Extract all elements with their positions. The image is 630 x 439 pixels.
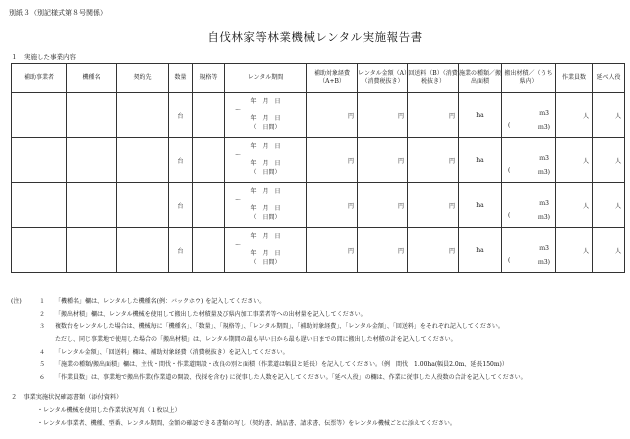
person-unit: 人 xyxy=(614,247,621,255)
volume-in-prefecture-unit: ｍ3) xyxy=(537,259,550,266)
note-item xyxy=(11,349,621,362)
period-cell[interactable] xyxy=(225,93,307,138)
area-unit: ha xyxy=(476,111,484,119)
transport-fee-cell[interactable] xyxy=(408,93,459,138)
volume-in-prefecture-unit: ｍ3) xyxy=(537,124,550,131)
volume-paren: ( xyxy=(508,257,511,264)
period-end: 年 月 日 xyxy=(250,115,281,122)
table-row xyxy=(12,183,625,228)
period-days: （ 日間） xyxy=(250,123,281,131)
yen-unit: 円 xyxy=(448,247,455,255)
person-unit: 人 xyxy=(614,202,621,210)
workers-cell[interactable] xyxy=(556,138,593,183)
work-area-cell[interactable] xyxy=(459,228,502,273)
rental-amount-cell[interactable] xyxy=(358,93,408,138)
eligible-cost-cell[interactable] xyxy=(307,183,358,228)
transport-fee-cell[interactable] xyxy=(408,228,459,273)
attachment-bullet: ・レンタル事業者、機種、型番、レンタル期間、金額の確認できる書類の写し（契約書、納品書、請求書、伝票等）をレンタル機械ごとに添えてください。 xyxy=(37,420,456,427)
person-unit: 人 xyxy=(582,202,589,210)
note-item xyxy=(11,311,621,324)
spec-cell[interactable] xyxy=(193,138,225,183)
man-days-cell[interactable] xyxy=(593,228,625,273)
contractor-cell[interactable] xyxy=(117,183,169,228)
transport-fee-cell[interactable] xyxy=(408,138,459,183)
page-title: 自伐林家等林業機械レンタル実施報告書 xyxy=(207,30,423,44)
person-unit: 人 xyxy=(582,112,589,120)
period-tilde: ～ xyxy=(235,151,242,159)
attachment-bullet: ・レンタル機械を使用した作業状況写真（１枚以上） xyxy=(37,407,181,414)
table-row xyxy=(12,228,625,273)
note-text: 「作業員数」は、事業地で搬出作業(作業道の開設、伐採を含む) に従事した人数を記入してください。「延べ人役」の欄は、作業に従事した人役数の合計を記入してください。 xyxy=(55,374,527,382)
yen-unit: 円 xyxy=(448,112,455,120)
model-cell[interactable] xyxy=(67,183,117,228)
note-number: ４ xyxy=(39,348,46,356)
grantee-cell[interactable] xyxy=(12,138,67,183)
period-end: 年 月 日 xyxy=(250,205,281,212)
col-header-quantity: 数量 xyxy=(169,64,193,93)
quantity-unit: 台 xyxy=(177,112,184,120)
note-text: 「レンタル金額」、「回送料」欄は、補助対象経費（消費税抜き）を記入してください。 xyxy=(55,348,289,356)
grantee-cell[interactable] xyxy=(12,183,67,228)
quantity-cell[interactable] xyxy=(169,138,193,183)
contractor-cell[interactable] xyxy=(117,138,169,183)
work-area-cell[interactable] xyxy=(459,93,502,138)
period-cell[interactable] xyxy=(225,138,307,183)
note-number: １ xyxy=(39,298,46,305)
contractor-cell[interactable] xyxy=(117,93,169,138)
yen-unit: 円 xyxy=(347,247,354,255)
note-number: ６ xyxy=(39,374,46,382)
volume-unit: ｍ3 xyxy=(539,155,549,162)
col-header-eligible-cost: 補助対象経費（A+B） xyxy=(307,64,358,93)
col-header-period: レンタル期間 xyxy=(225,64,307,93)
transport-fee-cell[interactable] xyxy=(408,183,459,228)
col-header-spec: 規格等 xyxy=(193,64,225,93)
area-unit: ha xyxy=(476,246,484,254)
volume-cell[interactable] xyxy=(502,228,556,273)
yen-unit: 円 xyxy=(448,157,455,165)
col-header-grantee: 補助事業者 xyxy=(12,64,67,93)
spec-cell[interactable] xyxy=(193,228,225,273)
note-item xyxy=(11,323,621,336)
man-days-cell[interactable] xyxy=(593,138,625,183)
area-unit: ha xyxy=(476,201,484,209)
volume-unit: ｍ3 xyxy=(539,245,549,252)
workers-cell[interactable] xyxy=(556,228,593,273)
period-days: （ 日間） xyxy=(250,258,281,266)
period-start: 年 月 日 xyxy=(250,143,281,150)
period-cell[interactable] xyxy=(225,183,307,228)
rental-amount-cell[interactable] xyxy=(358,228,408,273)
spec-cell[interactable] xyxy=(193,93,225,138)
quantity-cell[interactable] xyxy=(169,93,193,138)
model-cell[interactable] xyxy=(67,93,117,138)
note-item xyxy=(11,374,621,387)
man-days-cell[interactable] xyxy=(593,183,625,228)
work-area-cell[interactable] xyxy=(459,138,502,183)
table-row xyxy=(12,138,625,183)
rental-amount-cell[interactable] xyxy=(358,138,408,183)
period-start: 年 月 日 xyxy=(250,188,281,195)
period-cell[interactable] xyxy=(225,228,307,273)
eligible-cost-cell[interactable] xyxy=(307,138,358,183)
person-unit: 人 xyxy=(582,157,589,165)
note-item xyxy=(11,336,621,349)
workers-cell[interactable] xyxy=(556,183,593,228)
period-tilde: ～ xyxy=(235,106,242,114)
workers-cell[interactable] xyxy=(556,93,593,138)
volume-paren: ( xyxy=(508,167,511,174)
eligible-cost-cell[interactable] xyxy=(307,228,358,273)
grantee-cell[interactable] xyxy=(12,228,67,273)
rental-amount-cell[interactable] xyxy=(358,183,408,228)
col-header-man-days: 延べ人役 xyxy=(593,64,625,93)
note-number: ３ xyxy=(39,323,46,331)
area-unit: ha xyxy=(476,156,484,164)
col-header-contractor: 契約先 xyxy=(117,64,169,93)
person-unit: 人 xyxy=(614,112,621,120)
work-area-cell[interactable] xyxy=(459,183,502,228)
table-header-row xyxy=(12,64,625,93)
grantee-cell[interactable] xyxy=(12,93,67,138)
model-cell[interactable] xyxy=(67,138,117,183)
period-start: 年 月 日 xyxy=(250,233,281,240)
col-header-rental-amount: レンタル金額（A）（消費税抜き） xyxy=(358,64,408,93)
volume-paren: ( xyxy=(508,212,511,219)
period-end: 年 月 日 xyxy=(250,160,281,167)
yen-unit: 円 xyxy=(448,202,455,210)
quantity-cell[interactable] xyxy=(169,183,193,228)
note-text: ただし、同じ事業地で使用した場合の「搬出材積」は、レンタル期間の最も早い日から最も遅い日までの間に搬出した材積の計を記入してください。 xyxy=(55,336,457,344)
volume-in-prefecture-unit: ｍ3) xyxy=(537,214,550,221)
period-tilde: ～ xyxy=(235,196,242,204)
person-unit: 人 xyxy=(582,247,589,255)
notes-label: (注) xyxy=(11,298,22,305)
quantity-unit: 台 xyxy=(177,157,184,165)
section1-heading: １ 実施した事業内容 xyxy=(11,53,76,61)
yen-unit: 円 xyxy=(347,157,354,165)
note-text: 「機種名」欄は、レンタルした機種名(例：バックホウ) を記入してください。 xyxy=(55,298,266,305)
volume-paren: ( xyxy=(508,122,511,129)
yen-unit: 円 xyxy=(397,247,404,255)
note-number: ２ xyxy=(39,310,46,318)
form-label: 別紙３（別記様式第８号関係） xyxy=(9,9,107,17)
eligible-cost-cell[interactable] xyxy=(307,93,358,138)
period-tilde: ～ xyxy=(235,241,242,249)
yen-unit: 円 xyxy=(347,112,354,120)
col-header-workers: 作業員数 xyxy=(556,64,593,93)
contractor-cell[interactable] xyxy=(117,228,169,273)
note-item xyxy=(11,298,621,311)
person-unit: 人 xyxy=(614,157,621,165)
period-end: 年 月 日 xyxy=(250,250,281,257)
model-cell[interactable] xyxy=(67,228,117,273)
note-text: 「施業の種類/搬出面積」欄は、主伐・間伐・作業道開設・改良の別と面積（作業道は幅員と延長）を記入してください。（例 間伐 1.00ha(幅員2.0m、延長150m)） xyxy=(55,361,508,369)
section2-heading: ２ 事業実施状況確認書類（添付資料） xyxy=(11,394,123,401)
note-item xyxy=(11,361,621,374)
volume-cell[interactable] xyxy=(502,138,556,183)
col-header-transport-fee: 回送料（B）（消費税抜き） xyxy=(408,64,459,93)
col-header-volume: 搬出材積／（うち県内） xyxy=(502,64,556,93)
notes xyxy=(11,298,621,387)
spec-cell[interactable] xyxy=(193,183,225,228)
volume-unit: ｍ3 xyxy=(539,200,549,207)
note-text: 「搬出材積」欄は、レンタル機械を使用して搬出した材積量及び県内加工事業者等への出材量を記入してください。 xyxy=(55,310,367,318)
volume-unit: ｍ3 xyxy=(539,110,549,117)
yen-unit: 円 xyxy=(347,202,354,210)
col-header-work-area: 施業の種類／搬出面積 xyxy=(459,64,502,93)
period-days: （ 日間） xyxy=(250,213,281,221)
note-text: 複数台をレンタルした場合は、機械毎に「機種名」、「数量」、「規格等」、「レンタル期間」、「補助対象経費」、「レンタル金額」、「回送料」をそれぞれ記入してください。 xyxy=(55,323,504,331)
period-days: （ 日間） xyxy=(250,168,281,176)
yen-unit: 円 xyxy=(397,112,404,120)
man-days-cell[interactable] xyxy=(593,93,625,138)
volume-cell[interactable] xyxy=(502,183,556,228)
period-start: 年 月 日 xyxy=(250,98,281,105)
volume-in-prefecture-unit: ｍ3) xyxy=(537,169,550,176)
yen-unit: 円 xyxy=(397,157,404,165)
quantity-unit: 台 xyxy=(177,247,184,255)
report-table xyxy=(11,63,625,273)
yen-unit: 円 xyxy=(397,202,404,210)
quantity-cell[interactable] xyxy=(169,228,193,273)
quantity-unit: 台 xyxy=(177,202,184,210)
volume-cell[interactable] xyxy=(502,93,556,138)
col-header-model: 機種名 xyxy=(67,64,117,93)
table-row xyxy=(12,93,625,138)
note-number: ５ xyxy=(39,361,46,369)
